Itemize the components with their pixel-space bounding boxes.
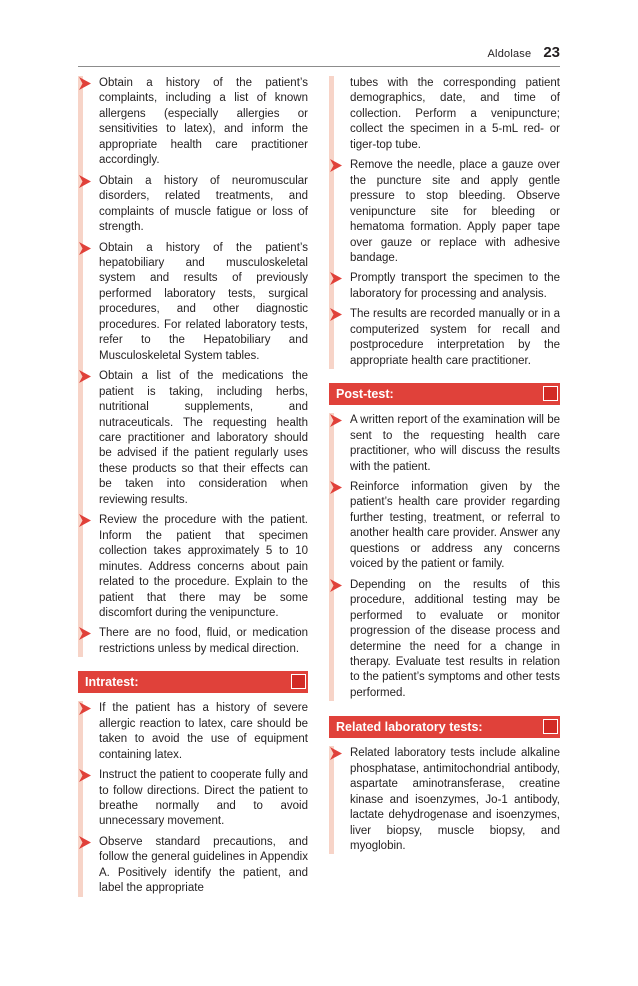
list-item-text: If the patient has a history of severe allergic reaction to latex, care should be taken to avoid the use of equipment containing latex. (99, 702, 308, 761)
related-tests-heading-label: Related laboratory tests: (336, 720, 483, 735)
list-item (99, 513, 308, 621)
list-item (350, 76, 560, 153)
list-item (99, 835, 308, 897)
intratest-list-right (329, 76, 560, 369)
posttest-block (329, 413, 560, 701)
arrowhead-bullet-icon (79, 175, 91, 188)
intratest-list-left (78, 701, 308, 896)
arrowhead-bullet-icon (79, 627, 91, 640)
list-item-text: Observe standard precautions, and follow the general guidelines in Appendix A. Positively identify the patient, and label the appropriate (99, 835, 308, 895)
arrowhead-bullet-icon (330, 308, 342, 321)
running-head (488, 44, 560, 61)
left-column (78, 76, 308, 902)
related-tests-list (329, 746, 560, 854)
arrowhead-bullet-icon (79, 242, 91, 255)
arrowhead-bullet-icon (79, 769, 91, 782)
list-item-text: Reinforce information given by the patient’s health care provider regarding further testing, treatment, or referral to another health care provider. Answer any questions or address any concerns voiced by the patient or family. (350, 480, 560, 571)
header-rule (78, 66, 560, 67)
list-item-text: Obtain a history of neuromuscular disorders, related treatments, and complaints of muscle fatigue or loss of strength. (99, 174, 308, 234)
list-item (350, 271, 560, 302)
list-item-text: There are no food, fluid, or medication restrictions unless by medical direction. (99, 627, 308, 655)
list-item-text: Instruct the patient to cooperate fully and to follow directions. Direct the patient to breathe normally and to avoid unnecessary movement. (99, 769, 308, 828)
list-item-text: Depending on the results of this procedure, additional testing may be performed to evaluate or monitor progression of the disease process and determine the need for a change in therapy. Evaluate test results in relation to the patient’s symptoms and other tests performed. (350, 578, 560, 699)
right-column (329, 76, 560, 859)
intratest-heading (78, 671, 308, 693)
arrowhead-bullet-icon (79, 514, 91, 527)
arrowhead-bullet-icon (79, 702, 91, 715)
pretest-list (78, 76, 308, 657)
list-item-text: Promptly transport the specimen to the laboratory for processing and analysis. (350, 272, 560, 300)
posttest-list (329, 413, 560, 701)
red-square-icon (543, 386, 558, 401)
list-item (99, 241, 308, 365)
list-item-text: Related laboratory tests include alkaline phosphatase, antimitochondrial antibody, aspartate aminotransferase, creatine kinase and isoenzymes, Jo-1 antibody, lactate dehydrogenase and isoenzymes, liver biopsy, muscle biopsy, and myoglobin. (350, 747, 560, 853)
list-item (99, 626, 308, 657)
arrowhead-bullet-icon (330, 414, 342, 427)
page-number: 23 (543, 44, 560, 61)
arrowhead-bullet-icon (330, 159, 342, 172)
running-title: Aldolase (487, 48, 532, 60)
posttest-heading-label: Post-test: (336, 387, 394, 402)
list-item (350, 578, 560, 702)
list-item (350, 480, 560, 573)
red-square-icon (543, 719, 558, 734)
list-item (350, 158, 560, 266)
list-item (350, 413, 560, 475)
red-square-icon (291, 674, 306, 689)
arrowhead-bullet-icon (330, 747, 342, 760)
list-item (99, 174, 308, 236)
list-item-text: Obtain a history of the patient’s hepatobiliary and musculoskeletal system and results of previously performed laboratory tests, surgical procedures, and other diagnostic procedures. For related laboratory tests, refer to the Hepatobiliary and Musculoskeletal System tables. (99, 241, 308, 362)
related-tests-heading (329, 716, 560, 738)
related-tests-block (329, 746, 560, 854)
list-item (99, 76, 308, 169)
list-item-text: Review the procedure with the patient. Inform the patient that specimen collection takes approximately 5 to 10 minutes. Address concerns about pain related to the procedure. Explain to the patient that there may be some discomfort during the venipuncture. (99, 514, 308, 619)
list-item (99, 768, 308, 830)
intratest-block-left (78, 701, 308, 896)
list-item-text: The results are recorded manually or in a computerized system for recall and postprocedure interpretation by the appropriate health care practitioner. (350, 308, 560, 367)
arrowhead-bullet-icon (79, 836, 91, 849)
list-item (350, 746, 560, 854)
list-item (350, 307, 560, 369)
list-item-text: Obtain a list of the medications the patient is taking, including herbs, nutritional supplements, and nutraceuticals. The requesting health care practitioner and laboratory should be advised if the patient regularly uses these products so that their effects can be taken into consideration when reviewing results. (99, 370, 308, 506)
list-item (99, 369, 308, 508)
intratest-heading-label: Intratest: (85, 675, 139, 690)
arrowhead-bullet-icon (79, 77, 91, 90)
arrowhead-bullet-icon (330, 272, 342, 285)
arrowhead-bullet-icon (330, 579, 342, 592)
pretest-block (78, 76, 308, 657)
intratest-block-right (329, 76, 560, 369)
arrowhead-bullet-icon (79, 370, 91, 383)
list-item-text: Remove the needle, place a gauze over the puncture site and apply gentle pressure to stop bleeding. Observe venipuncture site for bleeding or hematoma formation. Apply paper tape over gauze or replace with adhesive bandage. (350, 159, 560, 264)
posttest-heading (329, 383, 560, 405)
list-item (99, 701, 308, 763)
list-item-text: A written report of the examination will be sent to the requesting health care practitioner, who will discuss the results with the patient. (350, 414, 560, 473)
list-item-text: Obtain a history of the patient’s complaints, including a list of known allergens (especially allergies or sensitivities to latex), and inform the appropriate health care practitioner accordingly. (99, 77, 308, 167)
list-item-text: tubes with the corresponding patient demographics, date, and time of collection. Perform a venipuncture; collect the specimen in a 5-mL red- or tiger-top tube. (350, 77, 560, 151)
arrowhead-bullet-icon (330, 481, 342, 494)
